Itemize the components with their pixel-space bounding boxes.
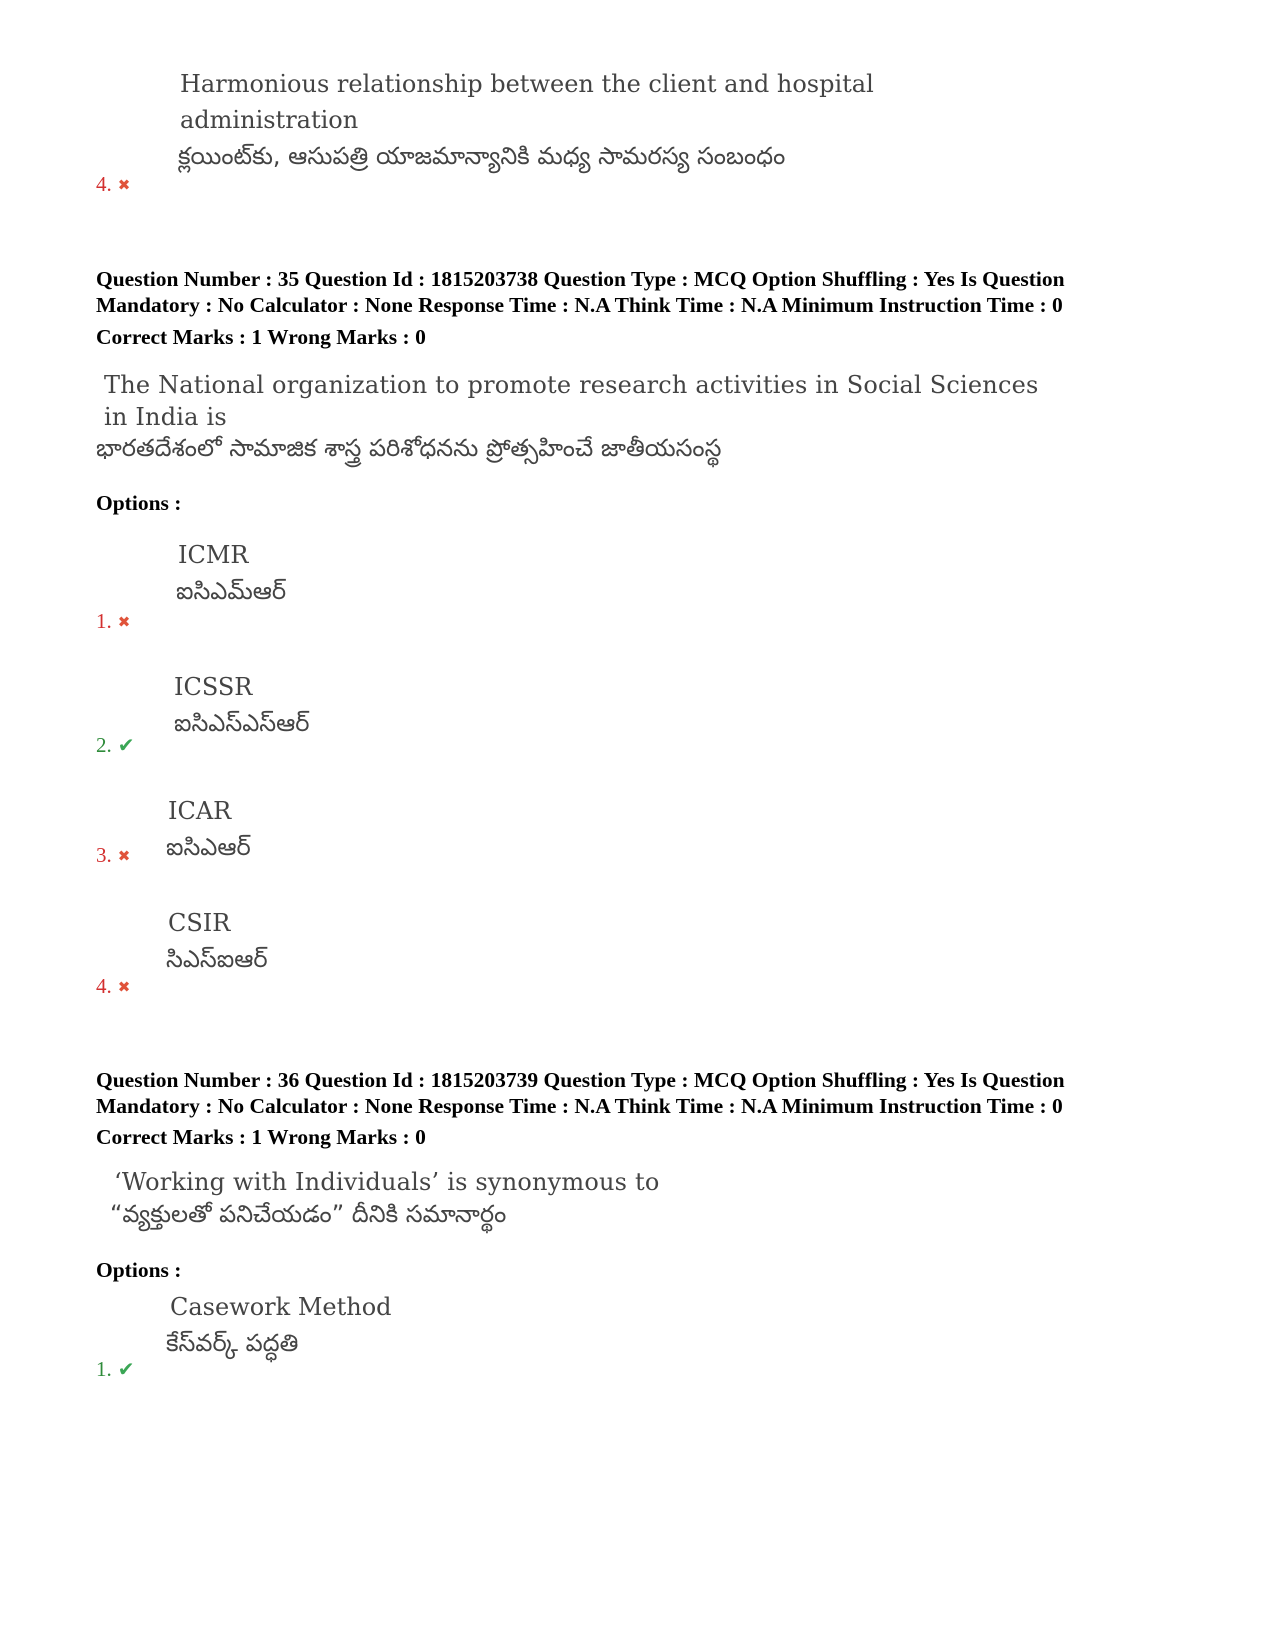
cross-mark-icon: ✖: [117, 613, 131, 631]
prev-option-4-english-line1: Harmonious relationship between the client and hospital: [180, 70, 874, 98]
option-number: 4.: [96, 974, 112, 998]
q35-option-4-telugu: సిఎస్ఐఆర్: [166, 945, 268, 973]
check-mark-icon: ✔: [117, 1357, 135, 1381]
prev-option-4-telugu: క్లయింట్‌కు, ఆసుపత్రి యాజమాన్యానికి మధ్య సామరస్య సంబంధం: [178, 142, 786, 170]
check-mark-icon: ✔: [117, 733, 135, 757]
q36-meta-line2: Mandatory : No Calculator : None Response Time : N.A Think Time : N.A Minimum Instruction Time : 0: [96, 1094, 1063, 1118]
option-number: 1.: [96, 609, 112, 633]
q35-meta-line2: Mandatory : No Calculator : None Response Time : N.A Think Time : N.A Minimum Instruction Time : 0: [96, 293, 1063, 317]
q35-option-1-telugu: ఐసిఎమ్ఆర్: [176, 577, 287, 605]
q36-marks: Correct Marks : 1 Wrong Marks : 0: [96, 1125, 426, 1149]
q35-option-4-number: [96, 974, 130, 999]
q35-option-3-english: ICAR: [168, 797, 232, 825]
q35-option-1-english: ICMR: [178, 541, 249, 569]
q36-option-1-number: [96, 1357, 135, 1382]
q36-meta-line1: Question Number : 36 Question Id : 1815203739 Question Type : MCQ Option Shuffling : Yes Is Question: [96, 1068, 1065, 1092]
option-number: 3.: [96, 843, 112, 867]
q35-question-english-line2: in India is: [104, 403, 227, 431]
q36-meta: [96, 1067, 1196, 1119]
prev-option-4-number: [96, 172, 130, 197]
q35-option-3-number: [96, 843, 130, 868]
q35-option-3-telugu: ఐసిఎఆర్: [166, 833, 251, 861]
prev-option-4-english-line2: administration: [180, 106, 359, 134]
q35-question-english-line1: The National organization to promote research activities in Social Sciences: [104, 371, 1039, 399]
q36-option-1-telugu: కేస్‌వర్క్ పద్ధతి: [166, 1329, 299, 1357]
q36-options-label: Options :: [96, 1258, 182, 1282]
q35-meta-line1: Question Number : 35 Question Id : 1815203738 Question Type : MCQ Option Shuffling : Yes Is Question: [96, 267, 1065, 291]
option-number: 2.: [96, 733, 112, 757]
cross-mark-icon: ✖: [117, 847, 131, 865]
q35-option-1-number: [96, 609, 130, 634]
q35-option-4-english: CSIR: [168, 909, 231, 937]
q35-option-2-english: ICSSR: [174, 673, 253, 701]
option-number: 1.: [96, 1357, 112, 1381]
q35-marks: Correct Marks : 1 Wrong Marks : 0: [96, 325, 426, 349]
q36-option-1-english: Casework Method: [170, 1293, 392, 1321]
q35-option-2-number: [96, 733, 135, 758]
cross-mark-icon: ✖: [117, 978, 131, 996]
q35-question-telugu: భారతదేశంలో సామాజిక శాస్త్ర పరిశోధనను ప్రోత్సహించే జాతీయసంస్థ: [96, 434, 722, 462]
q35-meta: [96, 266, 1196, 318]
option-number: 4.: [96, 172, 112, 196]
q35-options-label: Options :: [96, 491, 182, 515]
q35-option-2-telugu: ఐసిఎస్ఎస్ఆర్: [174, 709, 310, 737]
q36-question-english: ‘Working with Individuals’ is synonymous to: [114, 1168, 660, 1196]
q36-question-telugu: “వ్యక్తులతో పనిచేయడం” దీనికి సమానార్థం: [110, 1200, 507, 1228]
cross-mark-icon: ✖: [117, 176, 131, 194]
